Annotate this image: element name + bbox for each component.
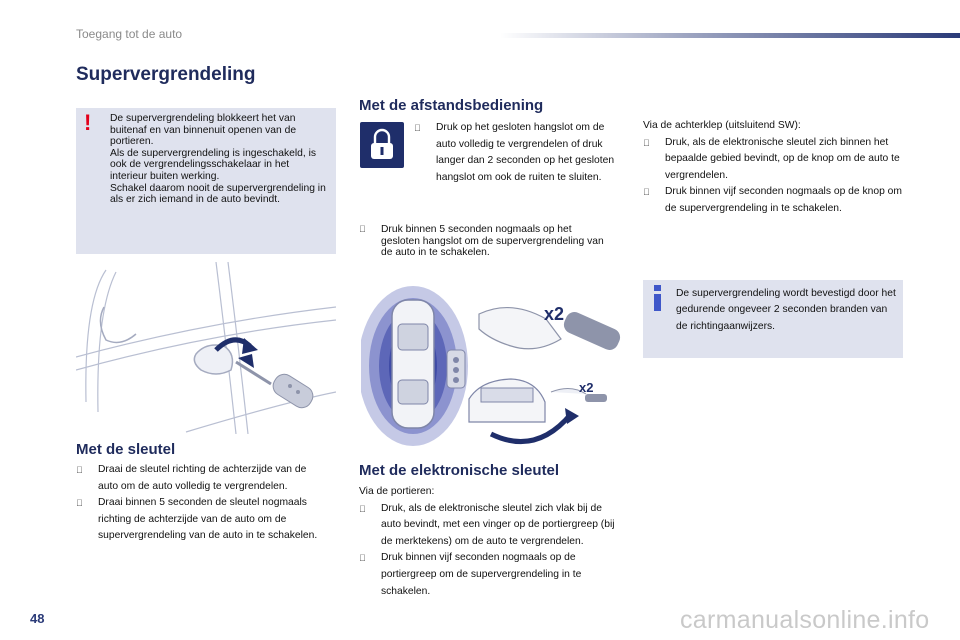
section-header: Toegang tot de auto [76, 27, 183, 41]
bullet-marker-icon [359, 501, 381, 551]
bullet-marker-icon [76, 495, 98, 545]
bullet-marker-icon [359, 550, 381, 600]
key-door-illustration [76, 262, 336, 434]
page-title: Supervergrendeling [76, 64, 256, 85]
afstand-list-2 [359, 224, 609, 259]
exclamation-icon: ! [84, 110, 92, 135]
x2-badge-small: x2 [579, 380, 594, 395]
x2-badge-large: x2 [544, 304, 565, 324]
bullet-marker-icon [76, 462, 98, 495]
achterklep-block [643, 118, 905, 218]
watermark: carmanualsonline.info [680, 606, 930, 634]
list-item: Draai binnen 5 seconden de sleutel nogmaals richting de achterzijde van de auto om de supervergrendeling van de auto in te schakelen. [76, 495, 326, 545]
remote-car-illustration [361, 284, 621, 446]
sleutel-heading: Met de sleutel [76, 441, 176, 458]
bullet-marker-icon [359, 224, 381, 259]
list-item: Druk, als de elektronische sleutel zich vlak bij de auto bevindt, met een vinger op de portiergreep (bij de merktekens) om de auto te vergrendelen. [359, 501, 621, 551]
info-text: De supervergrendeling wordt bevestigd door het gedurende ongeveer 2 seconden branden van de richtingaanwijzers. [676, 288, 896, 332]
header-decor-bar [500, 33, 960, 38]
info-icon [651, 283, 665, 313]
list-item: Druk binnen 5 seconden nogmaals op het gesloten hangslot om de supervergrendeling van de auto in te schakelen. [359, 224, 609, 259]
elektronisch-block [359, 484, 621, 600]
elektronisch-heading: Met de elektronische sleutel [359, 462, 560, 479]
sleutel-list [76, 462, 326, 545]
list-item: Druk, als de elektronische sleutel zich binnen het bepaalde gebied bevindt, op de knop om de auto te vergrendelen. [643, 135, 905, 185]
list-item: Druk binnen vijf seconden nogmaals op de knop om de supervergrendeling in te schakelen. [643, 184, 905, 217]
bullet-marker-icon [643, 135, 665, 185]
page-number: 48 [30, 611, 45, 626]
lock-icon [360, 122, 404, 168]
warning-text: De supervergrendeling blokkeert het van buitenaf en van binnenuit openen van de portieren. Als de supervergrendeling is ingeschakeld, is ook de vergrendelingsschakelaar in het interieur buiten werking. Schakel daarom nooit de supervergrendeling in als er zich iemand in de auto bevindt. [110, 113, 326, 206]
afstand-heading: Met de afstandsbediening [359, 97, 544, 114]
list-item: Druk op het gesloten hangslot om de auto volledig te vergrendelen of druk langer dan 2 seconden op het gesloten hangslot om ook de ruiten te sluiten. [414, 120, 619, 186]
afstand-list-1 [414, 120, 619, 186]
achterklep-intro: Via de achterklep (uitsluitend SW): [643, 120, 801, 131]
elektronisch-intro: Via de portieren: [359, 486, 435, 497]
bullet-marker-icon [414, 120, 436, 186]
bullet-marker-icon [643, 184, 665, 217]
list-item: Druk binnen vijf seconden nogmaals op de portiergreep om de supervergrendeling in te schakelen. [359, 550, 621, 600]
list-item: Draai de sleutel richting de achterzijde van de auto om de auto volledig te vergrendelen. [76, 462, 326, 495]
